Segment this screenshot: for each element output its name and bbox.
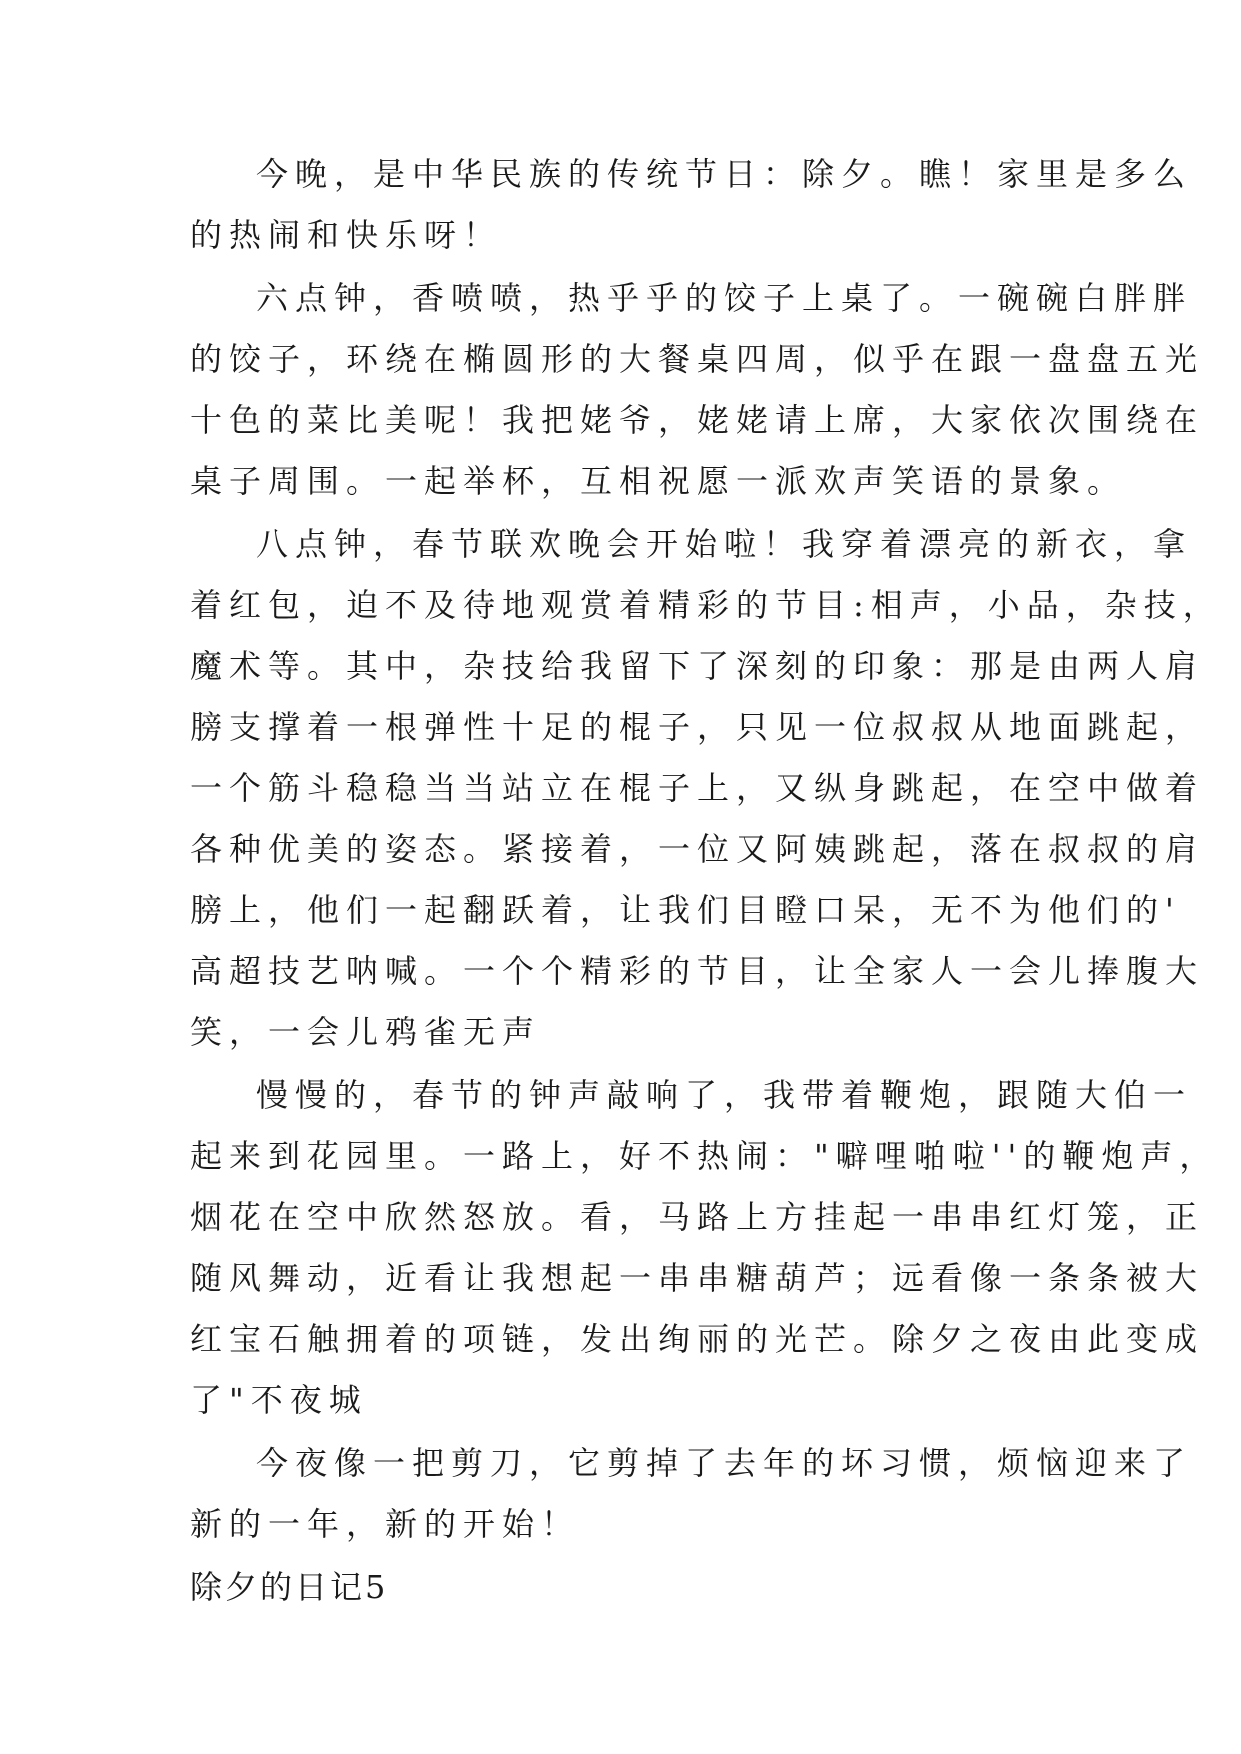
paragraph-line: 桌子周围。一起举杯，互相祝愿一派欢声笑语的景象。 [190,462,1127,500]
paragraph-line: 各种优美的姿态。紧接着，一位又阿姨跳起，落在叔叔的肩 [190,830,1205,868]
paragraph-line: 今夜像一把剪刀，它剪掉了去年的坏习惯，烦恼迎来了 [256,1444,1193,1482]
paragraph-line: 随风舞动，近看让我想起一串串糖葫芦；远看像一条条被大 [190,1259,1205,1297]
paragraph-line: 十色的菜比美呢！我把姥爷，姥姥请上席，大家依次围绕在 [190,401,1205,439]
paragraph-line: 红宝石触拥着的项链，发出绚丽的光芒。除夕之夜由此变成 [190,1320,1205,1358]
paragraph-line: 起来到花园里。一路上，好不热闹："噼哩啪啦''的鞭炮声， [190,1137,1219,1175]
paragraph-line: 膀上，他们一起翻跃着，让我们目瞪口呆，无不为他们的' [190,891,1181,929]
paragraph-line: 笑，一会儿鸦雀无声 [190,1013,542,1051]
paragraph-line: 魔术等。其中，杂技给我留下了深刻的印象：那是由两人肩 [190,647,1205,685]
paragraph-line: 今晚，是中华民族的传统节日：除夕。瞧！家里是多么 [256,155,1193,193]
paragraph-line: 着红包，迫不及待地观赏着精彩的节目:相声，小品，杂技， [190,586,1222,624]
section-heading: 除夕的日记5 [190,1568,389,1606]
paragraph-line: 膀支撑着一根弹性十足的棍子，只见一位叔叔从地面跳起， [190,708,1205,746]
paragraph-line: 的饺子，环绕在椭圆形的大餐桌四周，似乎在跟一盘盘五光 [190,340,1205,378]
paragraph-line: 八点钟，春节联欢晚会开始啦！我穿着漂亮的新衣，拿 [256,525,1193,563]
paragraph-line: 一个筋斗稳稳当当站立在棍子上，又纵身跳起，在空中做着 [190,769,1205,807]
paragraph-line: 了"不夜城 [190,1381,368,1419]
paragraph-line: 新的一年，新的开始！ [190,1505,581,1543]
paragraph-line: 慢慢的，春节的钟声敲响了，我带着鞭炮，跟随大伯一 [256,1076,1193,1114]
paragraph-line: 烟花在空中欣然怒放。看，马路上方挂起一串串红灯笼，正 [190,1198,1205,1236]
paragraph-line: 的热闹和快乐呀！ [190,216,503,254]
paragraph-line: 高超技艺呐喊。一个个精彩的节目，让全家人一会儿捧腹大 [190,952,1205,990]
paragraph-line: 六点钟，香喷喷，热乎乎的饺子上桌了。一碗碗白胖胖 [256,279,1193,317]
